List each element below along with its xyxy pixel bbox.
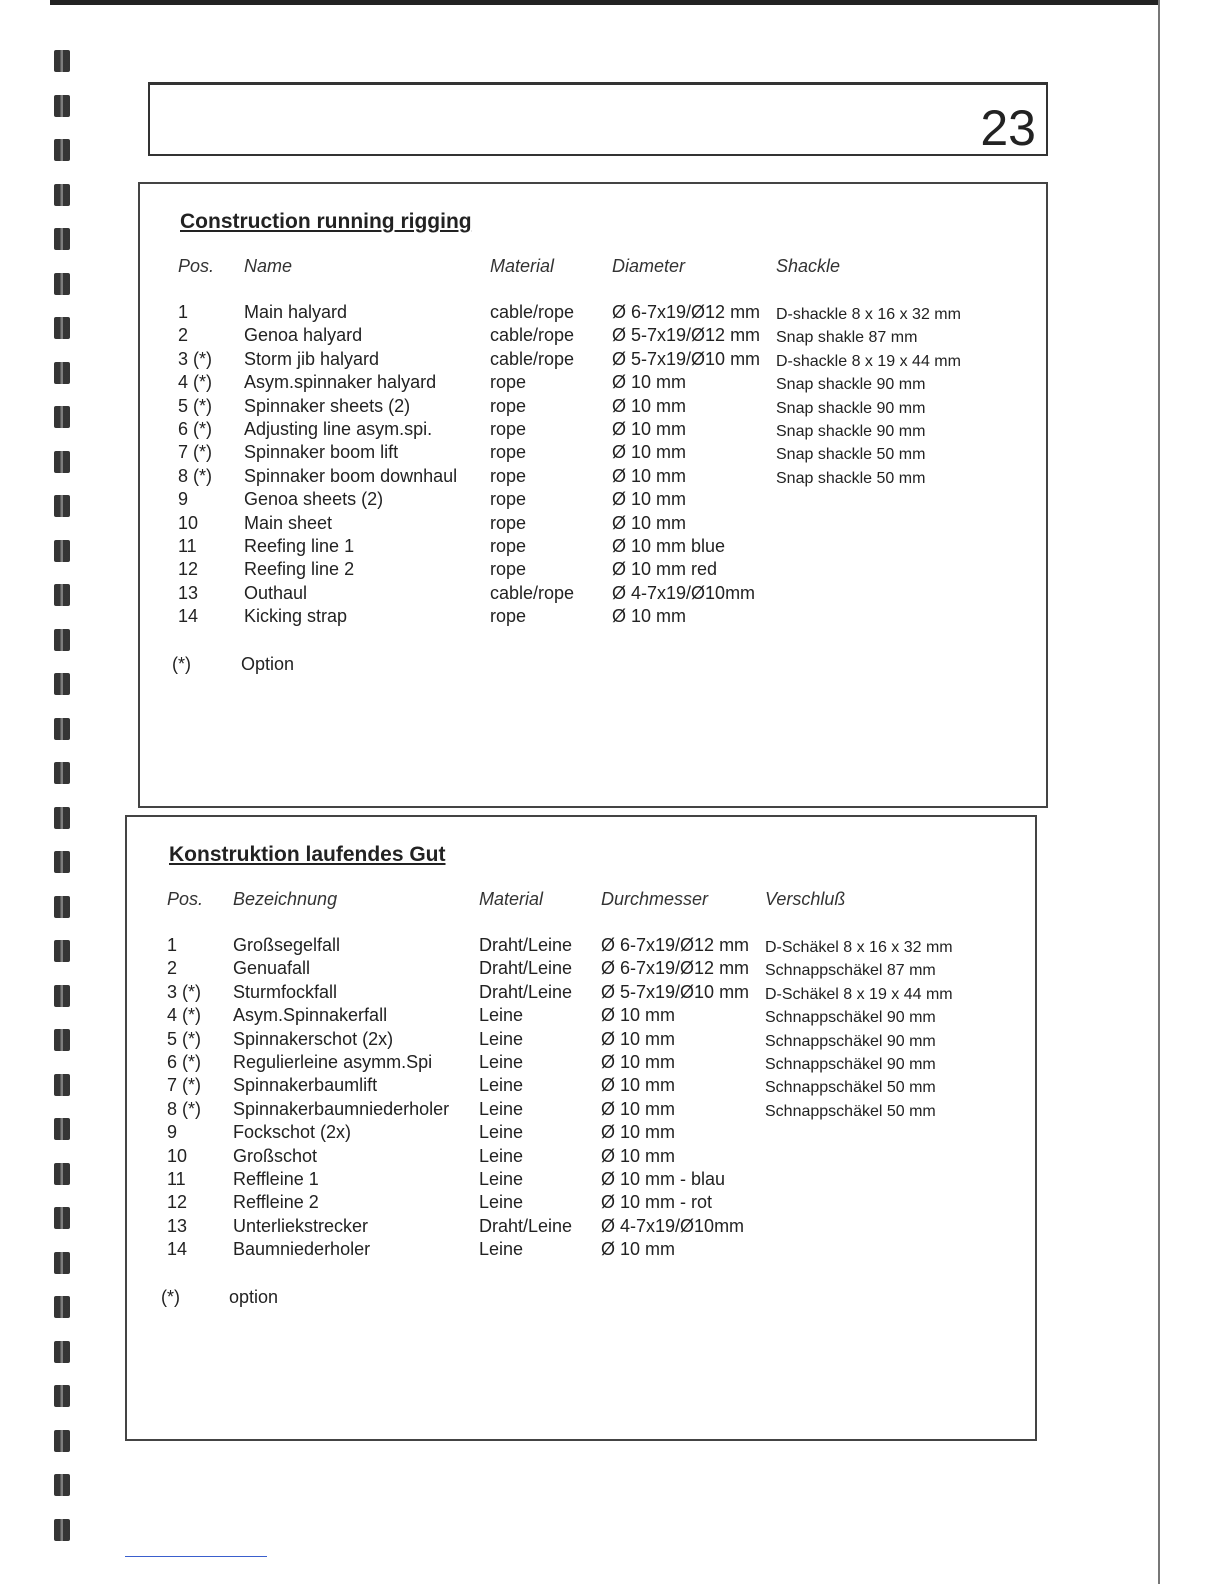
row-diameter: Ø 10 mm — [601, 1051, 676, 1072]
spiral-ring — [54, 451, 70, 473]
row-diameter: Ø 6-7x19/Ø12 mm — [601, 935, 750, 955]
row-diameter: Ø 10 mm — [601, 1098, 676, 1119]
row-diameter: Ø 10 mm — [601, 1145, 676, 1166]
row-diameter: Ø 10 mm — [601, 1028, 676, 1049]
row-pos: 1 — [178, 302, 189, 322]
row-name: Genoa halyard — [244, 325, 363, 346]
spiral-binding — [50, 40, 74, 1560]
row-name: Spinnaker boom downhaul — [244, 465, 458, 486]
row-shackle: D-Schäkel 8 x 19 x 44 mm — [765, 985, 953, 1003]
row-material: rope — [490, 535, 527, 556]
row-material: rope — [490, 395, 527, 416]
spiral-ring — [54, 584, 70, 606]
row-diameter: Ø 10 mm — [601, 1239, 676, 1260]
row-material: cable/rope — [490, 302, 575, 322]
row-name: Spinnaker sheets (2) — [244, 395, 411, 416]
spiral-ring — [54, 406, 70, 428]
row-shackle: Snap shakle 87 mm — [776, 329, 918, 347]
row-pos: 2 — [167, 958, 178, 979]
row-diameter: Ø 10 mm red — [612, 559, 718, 580]
row-name: Reffleine 2 — [233, 1192, 319, 1213]
row-name: Unterliekstrecker — [233, 1215, 369, 1236]
page-number: 23 — [980, 100, 1036, 156]
row-shackle: Snap shackle 90 mm — [776, 422, 926, 440]
spiral-ring — [54, 317, 70, 339]
row-name: Großschot — [233, 1145, 318, 1166]
row-diameter: Ø 10 mm — [612, 512, 687, 533]
section-konstruktion-laufendes-gut — [125, 815, 1037, 1441]
row-material: Leine — [479, 1168, 524, 1189]
header-diameter: Diameter — [612, 256, 686, 276]
row-name: Fockschot (2x) — [233, 1122, 352, 1143]
row-material: Draht/Leine — [479, 958, 573, 979]
row-pos: 6 (*) — [167, 1051, 202, 1072]
row-pos: 5 (*) — [178, 395, 213, 416]
footnote — [161, 1287, 279, 1308]
footnote-mark: (*) — [172, 654, 191, 674]
header-diameter: Durchmesser — [601, 889, 709, 909]
row-name: Regulierleine asymm.Spi — [233, 1051, 433, 1072]
spiral-ring — [54, 273, 70, 295]
row-name: Reefing line 2 — [244, 559, 355, 580]
row-material: rope — [490, 465, 527, 486]
row-pos: 3 (*) — [178, 348, 213, 369]
row-material: rope — [490, 489, 527, 510]
row-material: Leine — [479, 1145, 524, 1166]
row-material: Leine — [479, 1051, 524, 1072]
row-name: Sturmfockfall — [233, 981, 338, 1002]
row-shackle: Schnappschäkel 90 mm — [765, 1009, 936, 1027]
row-pos: 12 — [167, 1192, 188, 1213]
row-shackle: Snap shackle 50 mm — [776, 446, 926, 464]
footnote-text: Option — [241, 654, 295, 674]
row-pos: 9 — [178, 489, 189, 510]
row-diameter: Ø 5-7x19/Ø12 mm — [612, 325, 761, 346]
footnote-text: option — [229, 1287, 279, 1307]
section-title: Construction running rigging — [180, 210, 472, 233]
row-name: Baumniederholer — [233, 1239, 371, 1260]
row-diameter: Ø 10 mm — [601, 1005, 676, 1026]
row-diameter: Ø 10 mm — [601, 1075, 676, 1096]
row-pos: 6 (*) — [178, 418, 213, 439]
row-diameter: Ø 10 mm blue — [612, 535, 726, 556]
spiral-ring — [54, 1207, 70, 1229]
row-pos: 10 — [178, 512, 199, 533]
row-material: Leine — [479, 1005, 524, 1026]
row-material: rope — [490, 442, 527, 463]
row-name: Spinnakerschot (2x) — [233, 1028, 394, 1049]
row-material: Leine — [479, 1122, 524, 1143]
row-material: rope — [490, 372, 527, 393]
spiral-ring — [54, 1430, 70, 1452]
row-diameter: Ø 10 mm — [612, 418, 687, 439]
row-name: Outhaul — [244, 582, 308, 603]
spiral-ring — [54, 762, 70, 784]
row-material: rope — [490, 418, 527, 439]
header-pos: Pos. — [167, 889, 204, 909]
header-shackle: Shackle — [776, 256, 841, 276]
row-material: Draht/Leine — [479, 1215, 573, 1236]
row-shackle: D-shackle 8 x 16 x 32 mm — [776, 306, 961, 323]
row-pos: 11 — [178, 535, 197, 556]
row-diameter: Ø 10 mm — [612, 489, 687, 510]
row-pos: 2 — [178, 325, 189, 346]
row-material: Leine — [479, 1239, 524, 1260]
row-name: Adjusting line asym.spi. — [244, 418, 433, 439]
row-name: Großsegelfall — [233, 935, 341, 955]
page-right-edge — [1158, 0, 1160, 1584]
spiral-ring — [54, 362, 70, 384]
row-name: Genoa sheets (2) — [244, 489, 384, 510]
header-shackle: Verschluß — [765, 889, 846, 909]
spiral-ring — [54, 851, 70, 873]
section-construction-running-rigging — [138, 182, 1048, 808]
row-pos: 9 — [167, 1122, 178, 1143]
spiral-ring — [54, 540, 70, 562]
spiral-ring — [54, 184, 70, 206]
row-diameter: Ø 10 mm — [612, 465, 687, 486]
row-diameter: Ø 10 mm — [612, 442, 687, 463]
row-pos: 10 — [167, 1145, 188, 1166]
header-pos: Pos. — [178, 256, 215, 276]
row-pos: 11 — [167, 1168, 186, 1189]
row-name: Spinnakerbaumlift — [233, 1075, 378, 1096]
row-diameter: Ø 10 mm - blau — [601, 1168, 726, 1189]
row-shackle: Snap shackle 90 mm — [776, 376, 926, 394]
row-name: Spinnaker boom lift — [244, 442, 399, 463]
row-diameter: Ø 5-7x19/Ø10 mm — [601, 981, 750, 1002]
spiral-ring — [54, 940, 70, 962]
row-material: Draht/Leine — [479, 981, 573, 1002]
row-pos: 4 (*) — [167, 1005, 202, 1026]
row-name: Reefing line 1 — [244, 535, 355, 556]
row-diameter: Ø 10 mm - rot — [601, 1192, 713, 1213]
row-name: Storm jib halyard — [244, 348, 380, 369]
row-diameter: Ø 4-7x19/Ø10mm — [601, 1215, 745, 1236]
row-material: Leine — [479, 1075, 524, 1096]
spiral-ring — [54, 1163, 70, 1185]
row-name: Spinnakerbaumniederholer — [233, 1098, 450, 1119]
header-name: Name — [244, 256, 293, 276]
row-shackle: Snap shackle 90 mm — [776, 399, 926, 417]
row-name: Asym.spinnaker halyard — [244, 372, 437, 393]
spiral-ring — [54, 1385, 70, 1407]
row-pos: 3 (*) — [167, 981, 202, 1002]
footnote — [172, 654, 295, 675]
row-pos: 14 — [178, 606, 199, 627]
row-name: Asym.Spinnakerfall — [233, 1005, 388, 1026]
section-title: Konstruktion laufendes Gut — [169, 843, 446, 866]
row-pos: 13 — [178, 582, 199, 603]
page-header-box — [148, 82, 1048, 156]
row-diameter: Ø 6-7x19/Ø12 mm — [612, 302, 761, 322]
row-shackle: Schnappschäkel 50 mm — [765, 1079, 936, 1097]
row-shackle: D-Schäkel 8 x 16 x 32 mm — [765, 939, 953, 956]
spiral-ring — [54, 1341, 70, 1363]
row-shackle: Schnappschäkel 50 mm — [765, 1102, 936, 1120]
bottom-rule — [125, 1556, 267, 1557]
header-material: Material — [479, 889, 544, 909]
page-top-edge — [50, 0, 1160, 5]
row-material: cable/rope — [490, 325, 575, 346]
spiral-ring — [54, 807, 70, 829]
row-pos: 5 (*) — [167, 1028, 202, 1049]
row-material: cable/rope — [490, 582, 575, 603]
row-material: Leine — [479, 1192, 524, 1213]
footnote-mark: (*) — [161, 1287, 180, 1307]
spiral-ring — [54, 1074, 70, 1096]
row-diameter: Ø 5-7x19/Ø10 mm — [612, 348, 761, 369]
row-pos: 12 — [178, 559, 199, 580]
row-shackle: Schnappschäkel 90 mm — [765, 1032, 936, 1050]
spiral-ring — [54, 673, 70, 695]
row-material: cable/rope — [490, 348, 575, 369]
spiral-ring — [54, 1252, 70, 1274]
header-material: Material — [490, 256, 555, 276]
spiral-ring — [54, 896, 70, 918]
row-diameter: Ø 10 mm — [612, 372, 687, 393]
row-pos: 4 (*) — [178, 372, 213, 393]
row-diameter: Ø 10 mm — [612, 395, 687, 416]
spiral-ring — [54, 1029, 70, 1051]
spiral-ring — [54, 228, 70, 250]
spiral-ring — [54, 1296, 70, 1318]
spiral-ring — [54, 985, 70, 1007]
row-material: rope — [490, 512, 527, 533]
row-material: Leine — [479, 1098, 524, 1119]
row-shackle: Schnappschäkel 90 mm — [765, 1055, 936, 1073]
row-diameter: Ø 6-7x19/Ø12 mm — [601, 958, 750, 979]
row-pos: 1 — [167, 935, 178, 955]
row-name: Genuafall — [233, 958, 311, 979]
row-pos: 8 (*) — [167, 1098, 202, 1119]
row-diameter: Ø 10 mm — [612, 606, 687, 627]
spiral-ring — [54, 1474, 70, 1496]
row-shackle: Schnappschäkel 87 mm — [765, 962, 936, 980]
spiral-ring — [54, 1118, 70, 1140]
header-name: Bezeichnung — [233, 889, 338, 909]
spiral-ring — [54, 718, 70, 740]
row-material: rope — [490, 559, 527, 580]
row-pos: 13 — [167, 1215, 188, 1236]
row-diameter: Ø 10 mm — [601, 1122, 676, 1143]
row-name: Main sheet — [244, 512, 333, 533]
row-pos: 14 — [167, 1239, 188, 1260]
row-pos: 7 (*) — [167, 1075, 202, 1096]
row-pos: 8 (*) — [178, 465, 213, 486]
row-material: Draht/Leine — [479, 935, 573, 955]
row-shackle: Snap shackle 50 mm — [776, 469, 926, 487]
spiral-ring — [54, 629, 70, 651]
spiral-ring — [54, 95, 70, 117]
row-pos: 7 (*) — [178, 442, 213, 463]
spiral-ring — [54, 139, 70, 161]
spiral-ring — [54, 50, 70, 72]
row-shackle: D-shackle 8 x 19 x 44 mm — [776, 352, 961, 370]
row-name: Main halyard — [244, 302, 348, 322]
spiral-ring — [54, 495, 70, 517]
row-diameter: Ø 4-7x19/Ø10mm — [612, 582, 756, 603]
row-name: Reffleine 1 — [233, 1168, 319, 1189]
row-name: Kicking strap — [244, 606, 348, 627]
spiral-ring — [54, 1519, 70, 1541]
row-material: Leine — [479, 1028, 524, 1049]
row-material: rope — [490, 606, 527, 627]
